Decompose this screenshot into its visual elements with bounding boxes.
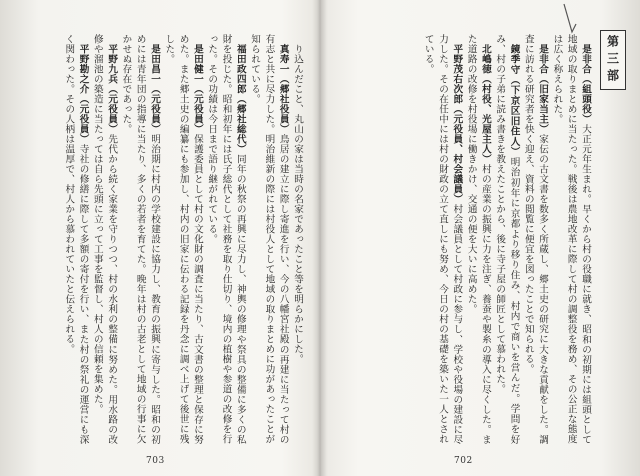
entry-body: 家伝の古文書を数多く所蔵し、郷土史の研究に大きな貢献をした。調査に訪れる研究者を快く迎え、資料の閲覧に便宜を図ったことで知られる。	[522, 34, 549, 444]
right-page-text	[336, 34, 592, 444]
paragraph	[492, 34, 521, 444]
entry-heading: 鏡季守（下京区旧住人）	[508, 43, 520, 157]
paragraph	[90, 34, 119, 444]
entry-heading: 平野勘之介（元役員）	[77, 43, 89, 144]
right-page-number: 702	[454, 456, 473, 466]
entry-heading: 是田昌一（元役員）	[149, 43, 161, 134]
paragraph	[521, 34, 550, 444]
entry-body: 鳥居の建立に際し寄進を行い、今の八幡宮社殿の再建に当たって村の有志と共に尽力した。明治維新の際には村役人として地域の取りまとめに功があったことが知られている。	[249, 34, 289, 444]
entry-heading: 是非合（組頭役）	[580, 43, 591, 124]
entry-heading: 福田政四郎（郷社総代）	[234, 43, 246, 154]
entry-body: 同年の秋祭の再興に尽力し、神輿の修理や祭具の整備に多くの私財を投じた。昭和初年には氏子総代として社務を取り仕切り、境内の植樹や参道の改修を行った。その功績は今日まで語り継がれている。	[206, 34, 246, 444]
entry-heading: 是非合（旧家当主）	[537, 43, 549, 134]
left-page	[0, 0, 318, 476]
entry-heading: 真寿一（郷社役員）	[277, 43, 289, 134]
entry-heading: 平野茂右次郎（元役員、村会議員）	[451, 43, 463, 204]
paragraph	[290, 34, 304, 444]
entry-heading: 是田健一（元役員）	[191, 43, 203, 134]
entry-body: り込んだこと、丸山の家は当時の名家であったこと等を明らかにした。	[292, 43, 303, 364]
entry-body: 明治期に村内の学校建設に協力し、教育の振興に寄与した。昭和の初めには青年団の指導に当たり、多くの若者を育てた。晩年は村の古老として地域の行事に欠かせぬ存在であった。	[120, 34, 161, 444]
left-page-text	[18, 34, 304, 444]
paragraph	[247, 34, 290, 444]
paragraph	[161, 34, 204, 444]
entry-body: 保護委員として村の文化財の調査に当たり、古文書の整理と保存に努めた。また郷土史の編纂にも参加し、村内の旧家に伝わる記録を丹念に調べ上げて後世に残した。	[163, 34, 203, 444]
paragraph	[61, 34, 90, 444]
entry-body: 寺社の修繕に際して多額の寄付を行い、また村の祭礼の運営にも深く関わった。その人柄は温厚で、村人から慕われていたと伝えられる。	[63, 34, 89, 444]
paragraph	[420, 34, 463, 444]
entry-body: 村会議員として村政に参与し、学校や役場の建設に尽力した。その在任中には村の財政の立て直しにも努め、今日の村の基礎を築いた一人とされている。	[422, 34, 463, 444]
entry-body: 村の産業の振興に力を注ぎ、養蚕や製糸の導入に尽くした。また道路の改修を村役場に働きかけ、交通の便を大いに高めた。	[465, 34, 491, 444]
entry-heading: 平野九兵（元役員）	[106, 43, 118, 134]
paragraph	[463, 34, 492, 444]
paragraph	[549, 34, 592, 444]
entry-body: 大正元年生まれ。早くから村の役職に就き、昭和の初期には組頭として地域の取りまとめに当たった。戦後は農地改革に際して村の調整役を務め、その公正な態度は広く称えられた。	[551, 34, 591, 444]
entry-body: 明治初年に京都より移り住み、村内で商いを営んだ。学問を好み、村の子弟に読み書きを教えたことから、後に寺子屋の師匠として慕われた。	[494, 34, 520, 444]
left-page-number: 703	[146, 456, 165, 466]
chapter-label: 第三部	[600, 30, 626, 90]
paragraph	[118, 34, 161, 444]
paragraph	[204, 34, 247, 444]
entry-body: 先代から続く家業を守りつつ、村の水利の整備に努めた。用水路の改修や溜池の築造に当たっては自ら先頭に立って工事を監督し、村人の信頼を集めた。	[91, 34, 118, 444]
right-page	[322, 0, 640, 476]
pen-mark-icon	[560, 2, 580, 42]
entry-heading: 北嶋徳（村役、光屋主人）	[479, 43, 491, 164]
